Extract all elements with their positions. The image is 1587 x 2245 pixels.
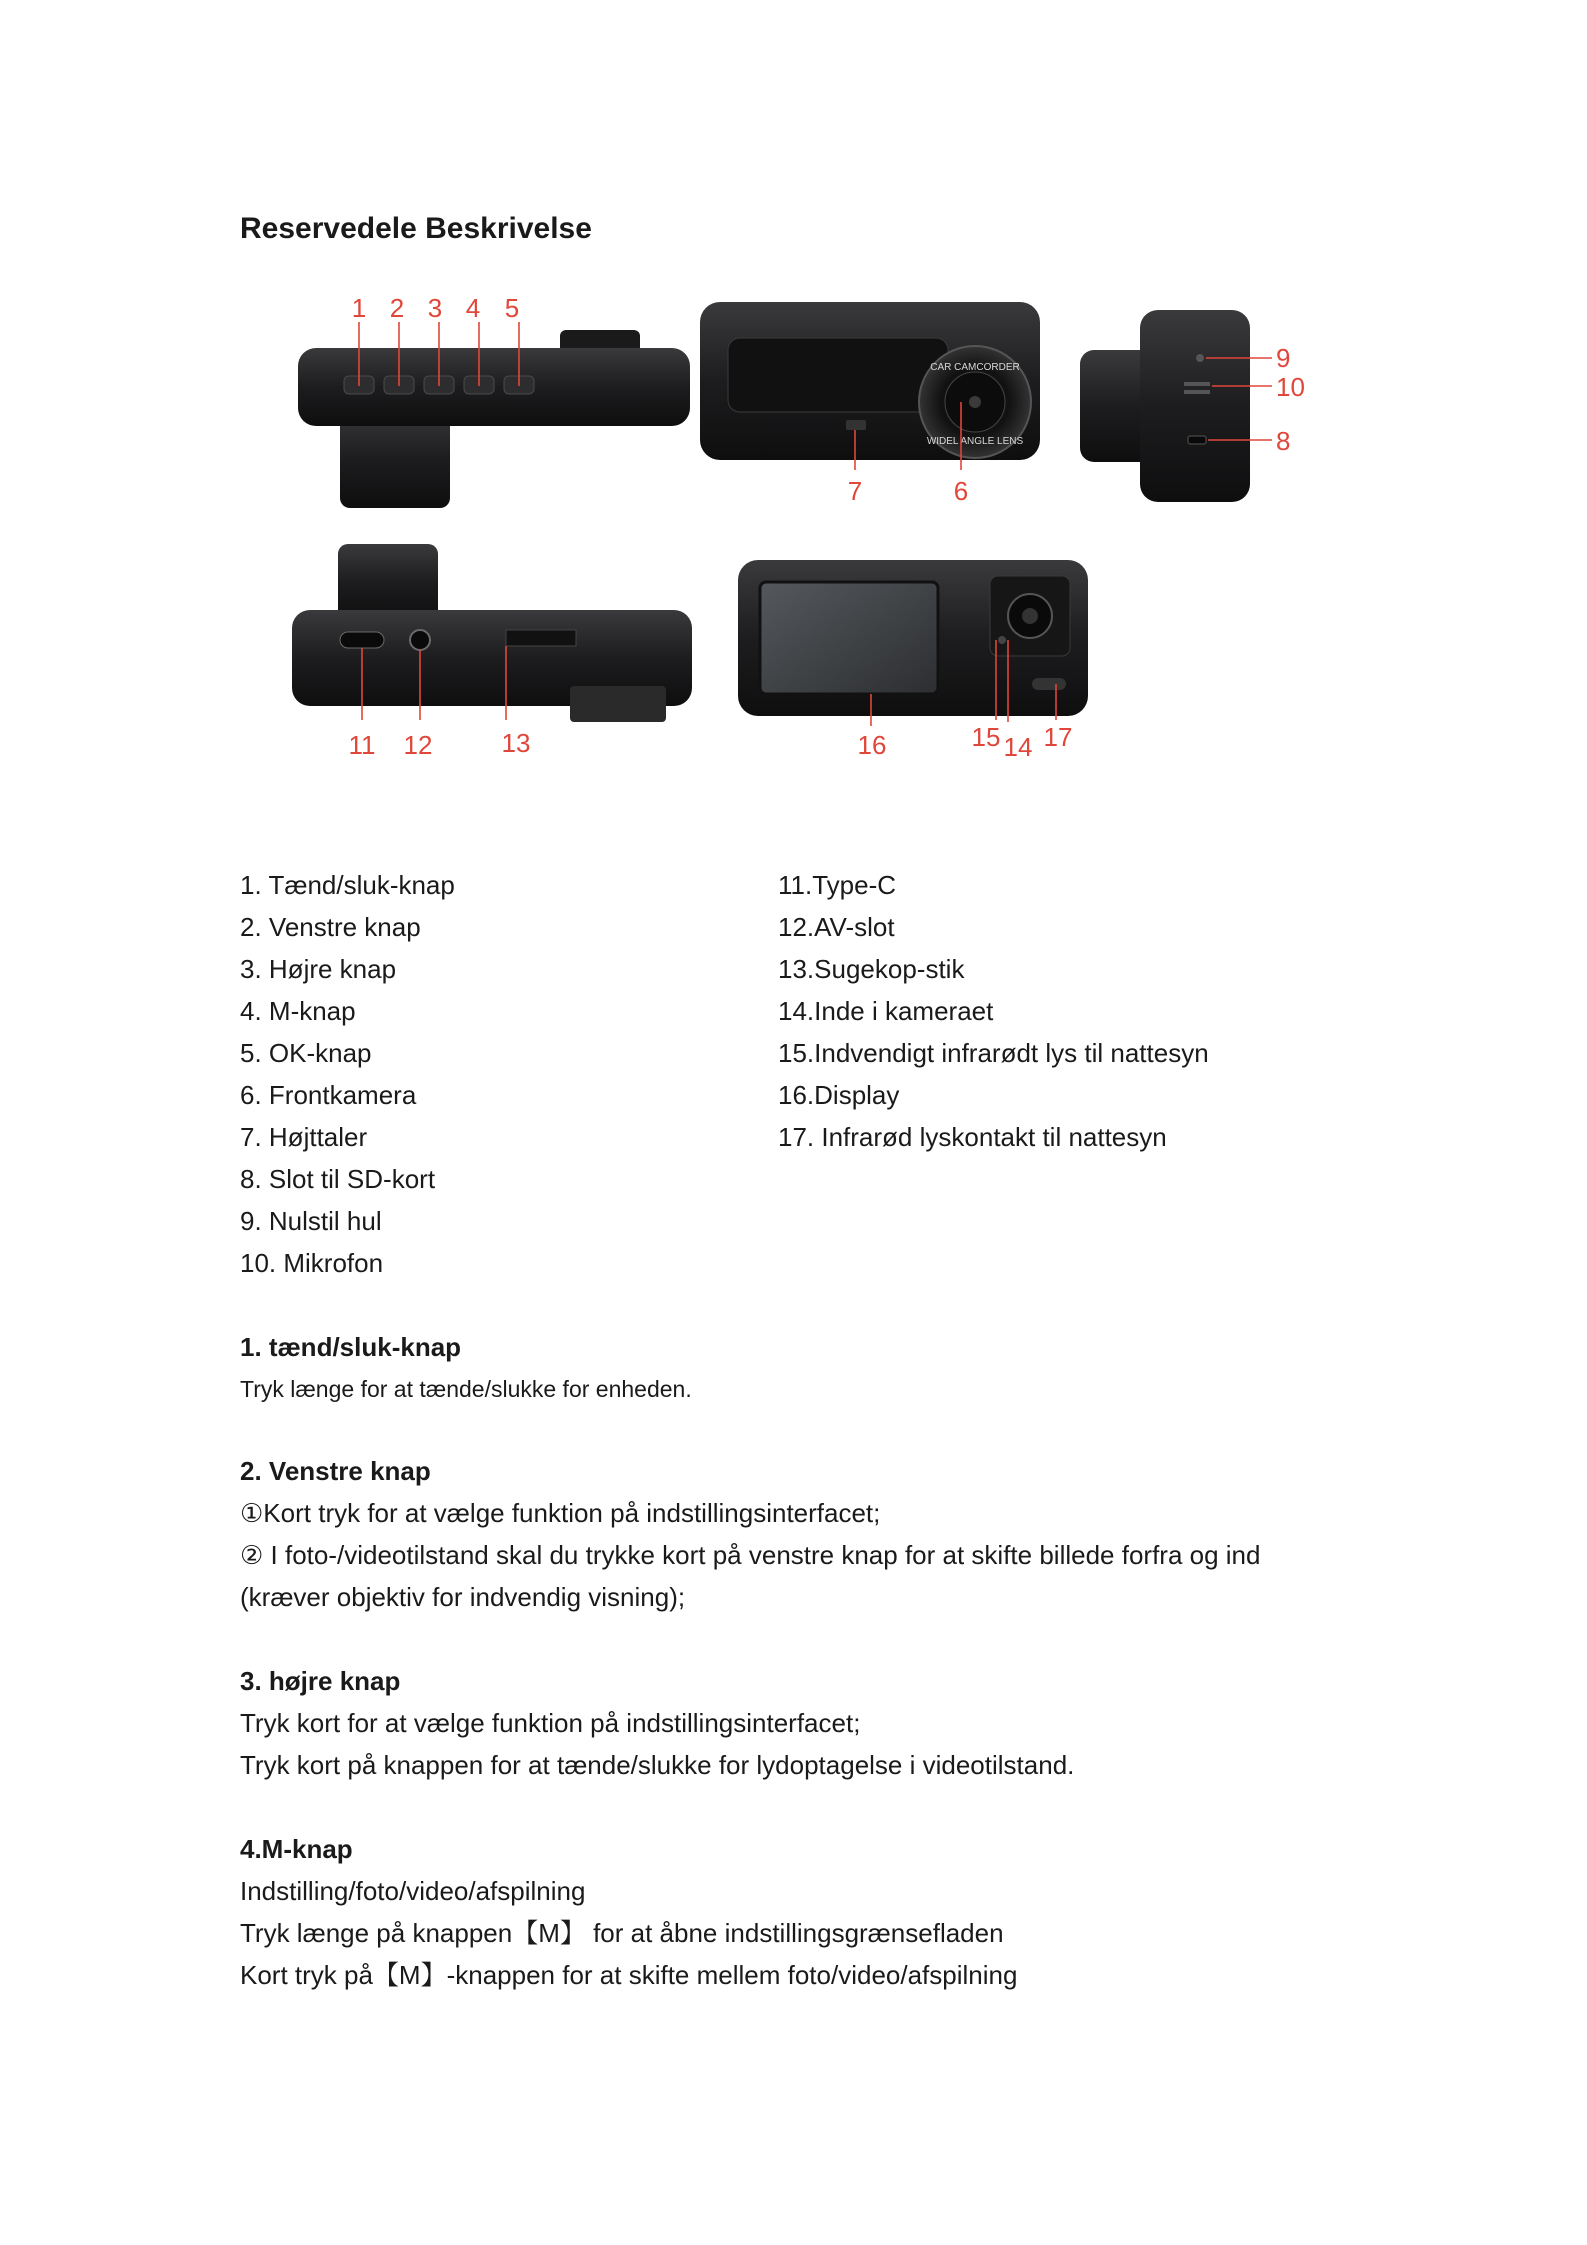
section-text: Tryk længe for at tænde/slukke for enheden. bbox=[240, 1376, 692, 1402]
page-title: Reservedele Beskrivelse bbox=[240, 212, 592, 245]
callout-1: 1 bbox=[351, 293, 367, 323]
list-item: 15.Indvendigt infrarødt lys til nattesyn bbox=[778, 1038, 1209, 1068]
callout-9: 9 bbox=[1276, 343, 1291, 373]
section-text: (kræver objektiv for indvendig visning); bbox=[240, 1582, 686, 1612]
side-view-illustration bbox=[1080, 310, 1250, 502]
list-item: 6. Frontkamera bbox=[240, 1080, 417, 1110]
callout-14: 14 bbox=[1003, 732, 1033, 762]
section-text: Indstilling/foto/video/afspilning bbox=[240, 1876, 586, 1906]
section-power-button bbox=[240, 1326, 1370, 1410]
lens-label-top: CAR CAMCORDER bbox=[930, 362, 1020, 373]
section-left-button bbox=[240, 1450, 1370, 1618]
callout-7: 7 bbox=[847, 476, 863, 506]
parts-list-left bbox=[240, 864, 455, 1284]
list-item: 5. OK-knap bbox=[240, 1038, 372, 1068]
list-item: 17. Infrarød lyskontakt til nattesyn bbox=[778, 1122, 1167, 1152]
back-view-illustration bbox=[738, 560, 1088, 716]
list-item: 10. Mikrofon bbox=[240, 1248, 384, 1278]
bottom-view-illustration bbox=[292, 544, 692, 722]
section-heading: 2. Venstre knap bbox=[240, 1456, 431, 1486]
section-right-button bbox=[240, 1660, 1370, 1786]
callout-2: 2 bbox=[389, 293, 405, 323]
dashcam-parts-figure bbox=[280, 290, 1310, 780]
section-heading: 1. tænd/sluk-knap bbox=[240, 1332, 462, 1362]
list-item: 8. Slot til SD-kort bbox=[240, 1164, 436, 1194]
callout-4: 4 bbox=[465, 293, 481, 323]
callout-15: 15 bbox=[971, 722, 1001, 752]
section-heading: 3. højre knap bbox=[240, 1666, 401, 1696]
list-item: 2. Venstre knap bbox=[240, 912, 421, 942]
callout-16: 16 bbox=[857, 730, 887, 760]
section-text: ② I foto-/videotilstand skal du trykke kort på venstre knap for at skifte billede forfra og ind bbox=[240, 1540, 1261, 1570]
section-text: Kort tryk på【M】-knappen for at skifte mellem foto/video/afspilning bbox=[240, 1960, 1018, 1990]
list-item: 13.Sugekop-stik bbox=[778, 954, 965, 984]
list-item: 9. Nulstil hul bbox=[240, 1206, 382, 1236]
list-item: 7. Højttaler bbox=[240, 1122, 368, 1152]
callout-17: 17 bbox=[1043, 722, 1073, 752]
section-text: Tryk kort for at vælge funktion på indstillingsinterfacet; bbox=[240, 1708, 861, 1738]
top-view-illustration bbox=[298, 330, 690, 508]
section-heading: 4.M-knap bbox=[240, 1834, 353, 1864]
section-text: Tryk længe på knappen【M】 for at åbne indstillingsgrænsefladen bbox=[240, 1918, 1004, 1948]
callout-10: 10 bbox=[1276, 372, 1305, 402]
section-text: ①Kort tryk for at vælge funktion på indstillingsinterfacet; bbox=[240, 1498, 881, 1528]
parts-list-right bbox=[778, 864, 1209, 1158]
front-view-illustration bbox=[700, 302, 1040, 460]
callout-11: 11 bbox=[348, 730, 376, 760]
callout-5: 5 bbox=[504, 293, 520, 323]
list-item: 4. M-knap bbox=[240, 996, 356, 1026]
callout-6: 6 bbox=[953, 476, 969, 506]
section-m-button bbox=[240, 1828, 1370, 1996]
list-item: 16.Display bbox=[778, 1080, 900, 1110]
section-text: Tryk kort på knappen for at tænde/slukke for lydoptagelse i videotilstand. bbox=[240, 1750, 1075, 1780]
list-item: 14.Inde i kameraet bbox=[778, 996, 994, 1026]
callout-8: 8 bbox=[1276, 426, 1291, 456]
list-item: 3. Højre knap bbox=[240, 954, 397, 984]
callout-3: 3 bbox=[427, 293, 443, 323]
list-item: 12.AV-slot bbox=[778, 912, 895, 942]
callout-13: 13 bbox=[501, 728, 531, 758]
list-item: 1. Tænd/sluk-knap bbox=[240, 870, 455, 900]
list-item: 11.Type-C bbox=[778, 870, 897, 900]
lens-label-bottom: WIDEL ANGLE LENS bbox=[926, 436, 1024, 447]
callout-12: 12 bbox=[403, 730, 433, 760]
